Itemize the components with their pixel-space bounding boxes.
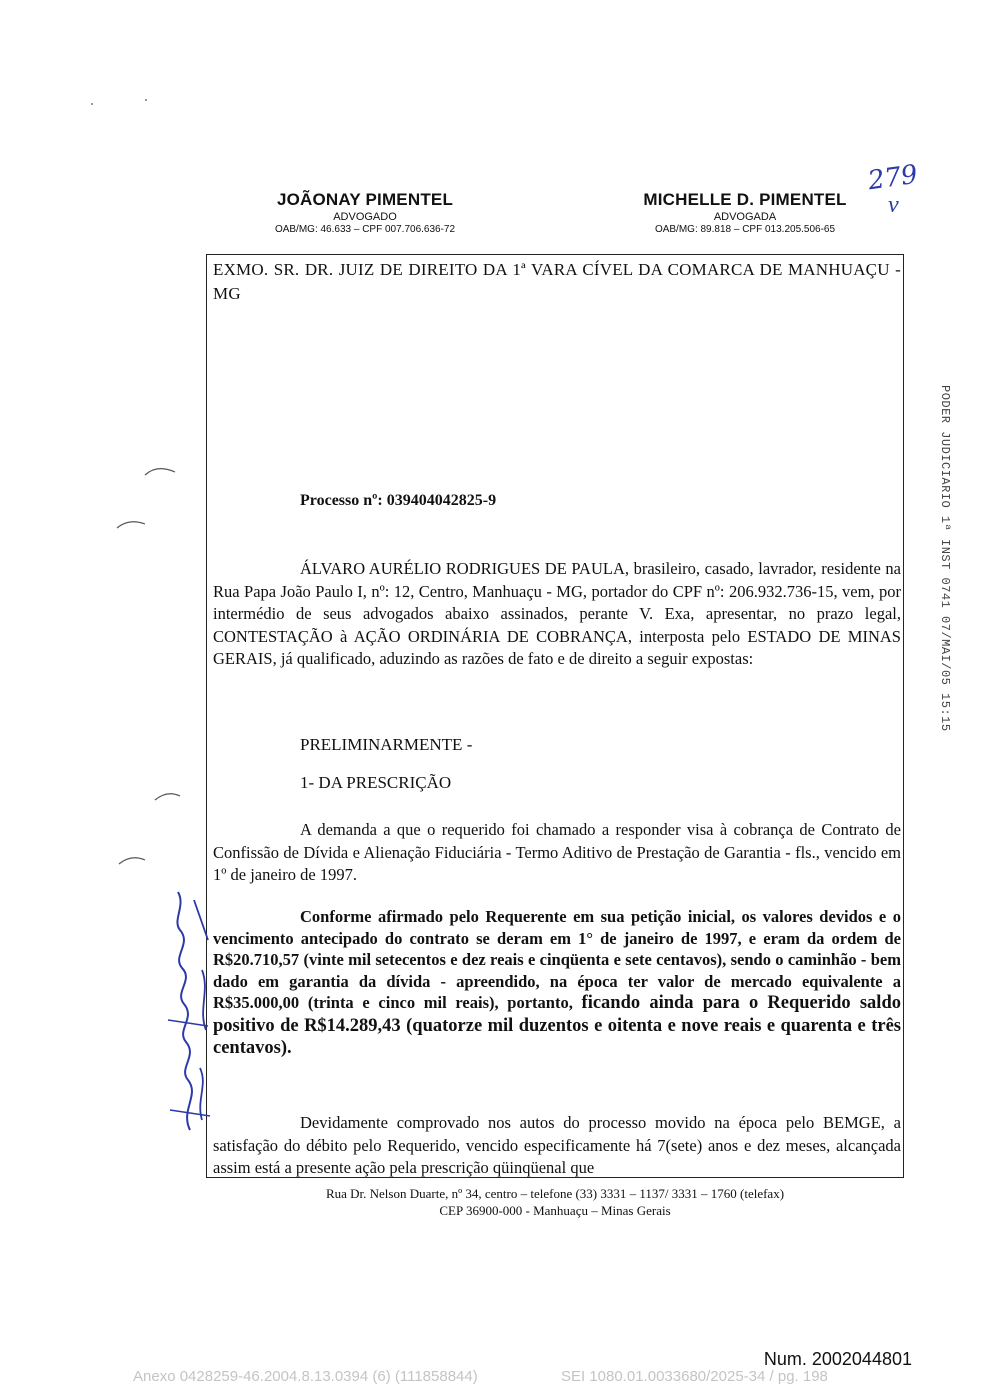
section-heading-preliminary: PRELIMINARMENTE - [300, 735, 473, 754]
document-number: Num. 2002044801 [763, 1349, 912, 1369]
lawyer-role-left: ADVOGADO [333, 211, 397, 223]
state-name: ESTADO DE MINAS GERAIS, [213, 626, 901, 668]
stray-marks [80, 90, 160, 120]
lawyer-name-right: MICHELLE D. PIMENTEL [643, 190, 847, 209]
lawyer-name-left: JOÃONAY PIMENTEL [276, 190, 454, 209]
lawyer-oab-left: OAB/MG: 46.633 – CPF 007.706.636-72 [274, 224, 456, 235]
devidamente-paragraph: Devidamente comprovado nos autos do processo movido na época pelo BEMGE, a satisfação do débito pelo Requerido, vencido especificamente há 7(sete) anos e dez meses, alcançada assim está a presente ação pela prescrição qüinqüenal que [213, 1113, 901, 1177]
lawyer-role-right: ADVOGADA [713, 211, 777, 223]
court-stamp: PODER JUDICIARIO 1ª INST 0741 07/MAI/05 15:15 [938, 385, 952, 732]
lawyer-oab-right: OAB/MG: 89.818 – CPF 013.205.506-65 [654, 224, 836, 235]
balance-highlight: ficando ainda para o Requerido saldo positivo de R$14.289,43 (quatorze mil duzentos e oitenta e nove reais e quarenta e três centavos). [213, 993, 901, 1058]
footer-address: Rua Dr. Nelson Duarte, nº 34, centro – telefone (33) 3331 – 1137/ 3331 – 1760 (telefax) [325, 1186, 785, 1201]
handwritten-page-number: 279 [866, 159, 920, 197]
demand-paragraph: A demanda a que o requerido foi chamado a responder visa à cobrança de Contrato de Confissão de Dívida e Alienação Fiduciária - Termo Aditivo de Prestação de Garantia - fls., vencido em 1º de janeiro de 1997. [213, 820, 901, 884]
action-title: CONTESTAÇÃO à AÇÃO ORDINÁRIA DE COBRANÇA, [213, 626, 632, 646]
section-heading-prescription: 1- DA PRESCRIÇÃO [300, 773, 452, 792]
process-number: Processo nº: 039404042825-9 [300, 492, 497, 509]
footer-city: CEP 36900-000 - Manhuaçu – Minas Gerais [439, 1203, 671, 1218]
header-right [620, 190, 870, 235]
handwritten-signature [150, 880, 220, 1140]
header-left [250, 190, 480, 235]
annex-watermark: Anexo 0428259-46.2004.8.13.0394 (6) (111858844) [133, 1368, 478, 1385]
party-name: ÁLVARO AURÉLIO RODRIGUES DE PAULA, [300, 559, 630, 578]
conforme-paragraph: Conforme afirmado pelo Requerente em sua petição inicial, os valores devidos e o vencimento antecipado do contrato se deram em 1° de janeiro de 1997, e eram da ordem de R$20.710,57 (vinte mil setecentos e dez reais e cinqüenta e sete centavos), sendo o caminhão - bem dado em garantia da dívida - apreendido, na época ter valor de mercado equivalente a R$35.000,00 (trinta e cinco mil reais), portanto, ficando ainda para o Requerido saldo positivo de R$14.289,43 (quatorze mil duzentos e oitenta e nove reais e quarenta e três centavos). [213, 907, 901, 1058]
page-footer [206, 1185, 904, 1219]
intro-paragraph: ÁLVARO AURÉLIO RODRIGUES DE PAULA, brasileiro, casado, lavrador, residente na Rua Papa João Paulo I, nº: 12, Centro, Manhuaçu - MG, portador do CPF nº: 206.932.736-15, vem, por intermédio de seus advogados abaixo assinados, perante V. Exa, apresentar, no prazo legal, CONTESTAÇÃO à AÇÃO ORDINÁRIA DE COBRANÇA, interposta pelo ESTADO DE MINAS GERAIS, já qualificado, aduzindo as razões de fato e de direito a seguir expostas: [213, 559, 901, 668]
handwritten-rubric: ν [888, 192, 899, 218]
punch-marks [105, 450, 185, 880]
sei-watermark: SEI 1080.01.0033680/2025-34 / pg. 198 [561, 1368, 828, 1385]
addressee: EXMO. SR. DR. JUIZ DE DIREITO DA 1ª VARA CÍVEL DA COMARCA DE MANHUAÇU - MG [213, 260, 901, 303]
